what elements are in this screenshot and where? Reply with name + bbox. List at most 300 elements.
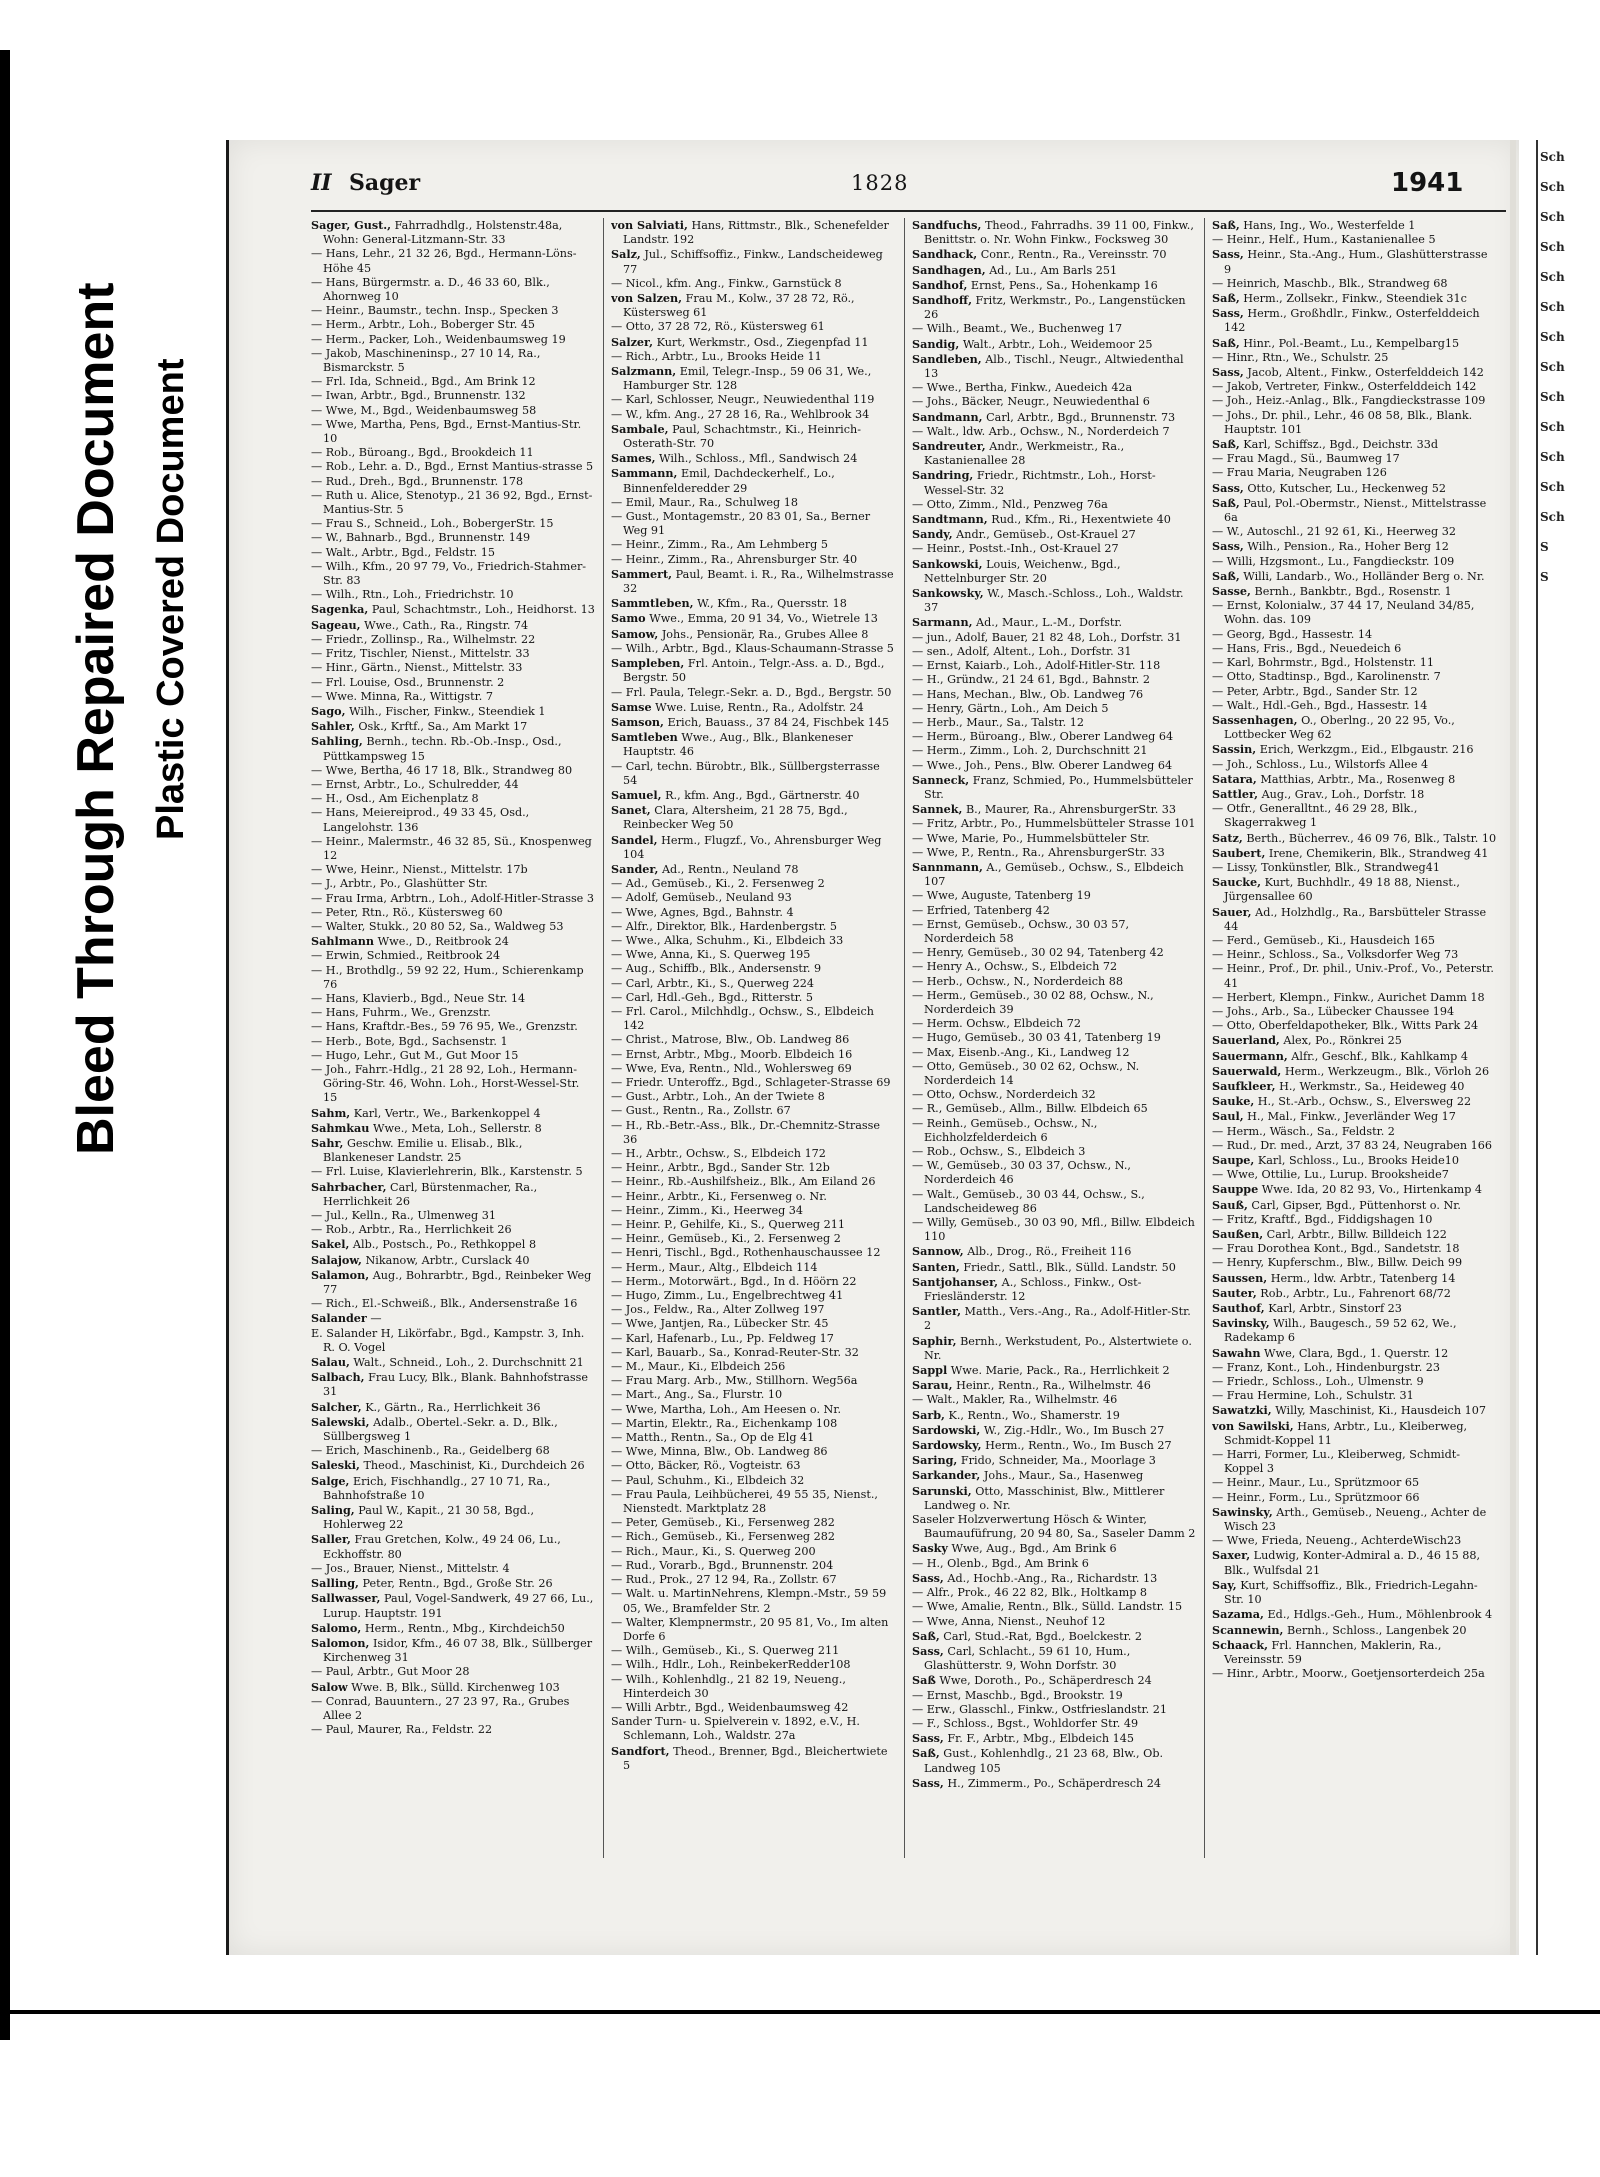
entry-details: — Carl, techn. Bürobtr., Blk., Süllbergsterrasse 54 bbox=[611, 759, 880, 787]
directory-entry bbox=[1212, 1638, 1497, 1667]
entry-surname: Sass, bbox=[1212, 306, 1244, 321]
entry-details: H., Mal., Finkw., Jeverländer Weg 17 bbox=[1247, 1110, 1456, 1124]
entry-details: Andr., Gemüseb., Ost-Krauel 27 bbox=[956, 528, 1136, 542]
entry-details: — Wilh., Rtn., Loh., Friedrichstr. 10 bbox=[311, 588, 514, 602]
directory-entry bbox=[912, 1145, 1197, 1159]
entry-details: — Frau Paula, Leihbücherei, 49 55 35, Nienst., Nienstedt. Marktplatz 28 bbox=[611, 1487, 878, 1516]
directory-entry bbox=[311, 877, 596, 891]
directory-entry bbox=[611, 891, 896, 905]
entry-details: — Wwe, Martha, Pens, Bgd., Ernst-Mantius-Str. 10 bbox=[311, 417, 582, 446]
entry-details: Paul W., Kapit., 21 30 58, Bgd., Hohlerweg 22 bbox=[323, 1504, 535, 1532]
entry-details: Walt., Schneid., Loh., 2. Durchschnitt 21 bbox=[353, 1356, 584, 1370]
entry-details: — Herm., Motorwärt., Bgd., In d. Höörn 22 bbox=[611, 1274, 857, 1288]
entry-details: — Rud., Vorarb., Bgd., Brunnenstr. 204 bbox=[611, 1558, 834, 1572]
entry-surname: Sakel, bbox=[311, 1237, 350, 1252]
directory-entry bbox=[611, 1644, 896, 1658]
directory-entry bbox=[912, 542, 1197, 556]
directory-entry bbox=[611, 934, 896, 948]
directory-entry bbox=[311, 489, 596, 517]
entry-details: — Carl, Arbtr., Ki., S., Querweg 224 bbox=[611, 976, 815, 990]
entry-details: — H., Arbtr., Ochsw., S., Elbdeich 172 bbox=[611, 1147, 826, 1160]
directory-entry bbox=[1212, 599, 1497, 627]
entry-details: — Wilh., Beamt., We., Buchenweg 17 bbox=[912, 322, 1123, 336]
directory-entry bbox=[912, 673, 1197, 687]
entry-details: — Wwe, Heinr., Nienst., Mittelstr. 17b bbox=[311, 863, 528, 877]
entry-details: — H., Osd., Am Eichenplatz 8 bbox=[311, 792, 479, 806]
directory-entry bbox=[611, 962, 896, 976]
entry-details: — Hinr., Gärtn., Nienst., Mittelstr. 33 bbox=[311, 661, 523, 675]
entry-details: — Hugo, Gemüseb., 30 03 41, Tatenberg 19 bbox=[912, 1031, 1161, 1045]
entry-details: Wwe. Ida, 20 82 93, Vo., Hirtenkamp 4 bbox=[1261, 1183, 1483, 1197]
directory-entry bbox=[912, 989, 1197, 1017]
next-page-fragment: Sch bbox=[1540, 210, 1565, 224]
directory-entry bbox=[1212, 277, 1497, 291]
entry-details: Wilh., Schloss., Mfl., Sandwisch 24 bbox=[659, 452, 858, 466]
directory-entry bbox=[311, 704, 596, 719]
entry-details: Hans, Ing., Wo., Westerfelde 1 bbox=[1243, 219, 1416, 232]
entry-details: Matth., Vers.-Ang., Ra., Adolf-Hitler-Str. 2 bbox=[924, 1305, 1191, 1333]
entry-details: Jacob, Altent., Finkw., Osterfelddeich 142 bbox=[1247, 366, 1484, 380]
entry-details: — Joh., Schloss., Lu., Wilstorfs Allee 4 bbox=[1212, 757, 1429, 771]
directory-entry bbox=[311, 560, 596, 588]
entry-details: A., Gemüseb., Ochsw., S., Elbdeich 107 bbox=[924, 860, 1184, 889]
directory-entry bbox=[912, 860, 1197, 889]
entry-details: — M., Maur., Ki., Elbdeich 256 bbox=[611, 1360, 786, 1374]
entry-details: Jul., Schiffsoffiz., Finkw., Landscheideweg 77 bbox=[623, 248, 883, 276]
entry-details: — Wwe, Frieda, Neueng., AchterdeWisch23 bbox=[1212, 1534, 1462, 1548]
directory-entry bbox=[611, 1332, 896, 1346]
directory-entry bbox=[912, 716, 1197, 730]
entry-details: — Ferd., Gemüseb., Ki., Hausdeich 165 bbox=[1212, 933, 1435, 947]
entry-details: H., Zimmerm., Po., Schäperdresch 24 bbox=[947, 1776, 1161, 1790]
entry-surname: Saufkleer, bbox=[1212, 1078, 1276, 1093]
entry-details: — Herb., Bote, Bgd., Sachsenstr. 1 bbox=[311, 1034, 508, 1048]
entry-details: Franz, Schmied, Po., Hummelsbütteler Str. bbox=[924, 773, 1193, 801]
directory-entry bbox=[1212, 306, 1497, 335]
directory-entry bbox=[611, 1431, 896, 1445]
entry-details: — Jakob, Vertreter, Finkw., Osterfelddeich 142 bbox=[1212, 380, 1477, 394]
directory-entry bbox=[311, 375, 596, 389]
entry-details: Wwe., Emma, 20 91 34, Vo., Wietrele 13 bbox=[649, 612, 878, 626]
directory-entry bbox=[912, 1363, 1197, 1378]
directory-entry bbox=[1212, 846, 1497, 861]
entry-details: — Wwe, Ottilie, Lu., Lurup. Brooksheide7 bbox=[1212, 1168, 1449, 1182]
directory-entry bbox=[311, 218, 596, 247]
directory-entry bbox=[1212, 1301, 1497, 1316]
entry-details: — Wwe, Agnes, Bgd., Bahnstr. 4 bbox=[611, 905, 794, 919]
entry-details: Kurt, Schiffsoffiz., Blk., Friedrich-Legahn-Str. 10 bbox=[1224, 1578, 1478, 1607]
entry-details: — Heinr., Maur., Lu., Sprützmoor 65 bbox=[1212, 1476, 1420, 1490]
entry-details: — Friedr., Zollinsp., Ra., Wilhelmstr. 22 bbox=[311, 632, 536, 646]
entry-surname: Sagenka, bbox=[311, 602, 369, 617]
directory-entry bbox=[311, 404, 596, 418]
entry-details: — Heinr., Zimm., Ra., Ahrensburger Str. 40 bbox=[611, 552, 858, 566]
next-page-fragment: Sch bbox=[1540, 300, 1565, 314]
directory-entry bbox=[1212, 1227, 1497, 1242]
entry-surname: Sassenhagen, bbox=[1212, 712, 1298, 727]
entry-details: Frau M., Kolw., 37 28 72, Rö., Küstersweg 61 bbox=[623, 292, 855, 320]
directory-entry bbox=[311, 949, 596, 963]
entry-details: Wwe, Doroth., Po., Schäperdresch 24 bbox=[939, 1674, 1152, 1688]
entry-details: — Walt., Arbtr., Bgd., Feldstr. 15 bbox=[311, 545, 495, 559]
directory-entry bbox=[912, 1260, 1197, 1275]
entry-details: Geschw. Emilie u. Elisab., Blk., Blankeneser Landstr. 25 bbox=[323, 1137, 523, 1165]
directory-entry bbox=[311, 304, 596, 318]
directory-entry bbox=[912, 1244, 1197, 1259]
directory-entry bbox=[912, 702, 1197, 716]
directory-entry bbox=[611, 466, 896, 495]
directory-entry bbox=[1212, 934, 1497, 948]
entry-details: — H., Brothdlg., 59 92 22, Hum., Schierenkamp 76 bbox=[311, 963, 584, 991]
directory-entry bbox=[311, 602, 596, 617]
entry-details: — Rud., Dr. med., Arzt, 37 83 24, Neugraben 166 bbox=[1212, 1138, 1493, 1152]
entry-details: — Joh., Fahrr.-Hdlg., 21 28 92, Loh., Hermann-Göring-Str. 46, Wohn. Loh., Horst-Wessel-Str. 15 bbox=[311, 1062, 580, 1105]
directory-entry bbox=[912, 889, 1197, 903]
directory-entry bbox=[912, 1275, 1197, 1304]
entry-surname: Saußen, bbox=[1212, 1227, 1264, 1242]
entry-surname: Sames, bbox=[611, 451, 656, 466]
entry-details: Alex, Po., Rönkrei 25 bbox=[1283, 1034, 1402, 1048]
directory-entry bbox=[311, 647, 596, 661]
entry-details: — jun., Adolf, Bauer, 21 82 48, Loh., Dorfstr. 31 bbox=[912, 630, 1182, 644]
entry-details: Gust., Kohlenhdlg., 21 23 68, Blw., Ob. Landweg 105 bbox=[924, 1747, 1164, 1775]
directory-entry bbox=[1212, 1033, 1497, 1048]
directory-entry bbox=[1212, 742, 1497, 757]
directory-entry bbox=[912, 1304, 1197, 1333]
directory-entry bbox=[311, 676, 596, 690]
directory-entry bbox=[311, 1723, 596, 1737]
entry-details: — Herb., Ochsw., N., Norderdeich 88 bbox=[912, 974, 1123, 988]
entry-surname: Sankowski, bbox=[912, 556, 983, 571]
directory-entry bbox=[611, 1175, 896, 1189]
entry-surname: Saleski, bbox=[311, 1458, 360, 1473]
directory-entry bbox=[611, 291, 896, 320]
directory-entry bbox=[311, 806, 596, 834]
entry-details: Karl, Arbtr., Sinstorf 23 bbox=[1268, 1302, 1402, 1316]
entry-details: — Wilh., Kohlenhdlg., 21 82 19, Neueng., Hinterdeich 30 bbox=[611, 1672, 846, 1700]
entry-details: Ad., Maur., L.-M., Dorfstr. bbox=[976, 616, 1123, 630]
directory-entry bbox=[611, 1218, 896, 1232]
entry-details: — Wwe, Anna, Ki., S. Querweg 195 bbox=[611, 948, 811, 962]
entry-surname: Sanet, bbox=[611, 803, 651, 818]
entry-details: — Heinr. P., Gehilfe, Ki., S., Querweg 211 bbox=[611, 1218, 846, 1232]
entry-surname: Sauerwald, bbox=[1212, 1063, 1282, 1078]
entry-details: — Rich., Arbtr., Lu., Brooks Heide 11 bbox=[611, 349, 822, 363]
entry-details: K., Gärtn., Ra., Herrlichkeit 36 bbox=[365, 1400, 541, 1414]
directory-entry bbox=[1212, 699, 1497, 713]
entry-details: — Hinr., Rtn., We., Schulstr. 25 bbox=[1212, 350, 1389, 364]
entry-details: — Heinr., Arbtr., Bgd., Sander Str. 12b bbox=[611, 1161, 830, 1175]
entry-details: — Heinrich, Maschb., Blk., Strandweg 68 bbox=[1212, 276, 1448, 290]
directory-entry bbox=[912, 1216, 1197, 1244]
directory-entry bbox=[611, 1530, 896, 1544]
entry-details: — H., Rb.-Betr.-Ass., Blk., Dr.-Chemnitz-Strasse 36 bbox=[611, 1118, 881, 1146]
directory-entry bbox=[912, 1615, 1197, 1629]
entry-details: Alb., Tischl., Neugr., Altwiedenthal 13 bbox=[924, 352, 1184, 381]
directory-entry bbox=[912, 218, 1197, 247]
directory-entry bbox=[311, 1020, 596, 1034]
entry-details: — Herbert, Klempn., Finkw., Aurichet Damm 18 bbox=[1212, 990, 1485, 1004]
directory-entry bbox=[611, 700, 896, 715]
directory-entry bbox=[611, 1545, 896, 1559]
page-number: 1828 bbox=[851, 171, 909, 195]
entry-surname: Saß, bbox=[1212, 568, 1240, 583]
entry-details: — Herm., Gemüseb., 30 02 88, Ochsw., N., Norderdeich 39 bbox=[912, 988, 1154, 1016]
entry-surname: Sannmann, bbox=[912, 859, 983, 874]
entry-details: Herm., Flugzf., Vo., Ahrensburger Weg 104 bbox=[623, 833, 882, 861]
directory-entry bbox=[311, 1503, 596, 1532]
entry-details: Ludwig, Konter-Admiral a. D., 46 15 88, Blk., Wulfsdal 21 bbox=[1224, 1549, 1481, 1577]
directory-entry bbox=[912, 352, 1197, 381]
entry-details: — Hans, Kraftdr.-Bes., 59 76 95, We., Grenzstr. bbox=[311, 1020, 578, 1034]
directory-entry bbox=[912, 1031, 1197, 1045]
entry-details: — Wilh., Hdlr., Loh., ReinbekerRedder108 bbox=[611, 1658, 851, 1672]
entry-details: — Herm. Ochsw., Elbdeich 72 bbox=[912, 1017, 1082, 1031]
entry-surname: Sauermann, bbox=[1212, 1048, 1288, 1063]
directory-entry bbox=[311, 1665, 596, 1679]
directory-entry bbox=[611, 1104, 896, 1118]
entry-surname: Saling, bbox=[311, 1503, 355, 1518]
directory-entry bbox=[912, 1644, 1197, 1673]
directory-entry bbox=[912, 1600, 1197, 1614]
entry-details: — Otto, Stadtinsp., Bgd., Karolinenstr. 7 bbox=[1212, 670, 1441, 684]
directory-entry bbox=[1212, 1109, 1497, 1124]
directory-entry bbox=[912, 468, 1197, 497]
entry-details: Nikanow, Arbtr., Curslack 40 bbox=[365, 1253, 530, 1267]
directory-entry bbox=[311, 992, 596, 1006]
directory-entry bbox=[1212, 1505, 1497, 1534]
directory-entry bbox=[912, 1334, 1197, 1363]
entry-details: Paul, Schachtmstr., Loh., Heidhorst. 13 bbox=[371, 603, 595, 617]
entry-details: — R., Gemüseb., Allm., Billw. Elbdeich 65 bbox=[912, 1102, 1148, 1116]
directory-entry bbox=[1212, 336, 1497, 351]
entry-surname: Sauppe bbox=[1212, 1182, 1259, 1197]
entry-details: B., Maurer, Ra., AhrensburgerStr. 33 bbox=[965, 803, 1177, 817]
entry-details: Kurt, Buchhdlr., 49 18 88, Nienst., Jürgensallee 60 bbox=[1224, 876, 1460, 904]
directory-entry bbox=[611, 862, 896, 877]
directory-entry bbox=[311, 1576, 596, 1591]
entry-surname: Salander bbox=[311, 1311, 367, 1326]
directory-entry bbox=[611, 1033, 896, 1047]
entry-details: — Ernst, Arbtr., Mbg., Moorb. Elbdeich 16 bbox=[611, 1047, 853, 1061]
directory-entry bbox=[311, 333, 596, 347]
entry-details: — Karl, Bohrmstr., Bgd., Holstenstr. 11 bbox=[1212, 656, 1434, 670]
directory-entry bbox=[311, 934, 596, 949]
entry-surname: von Sawilski, bbox=[1212, 1418, 1294, 1433]
entry-surname: Salz, bbox=[611, 247, 641, 262]
entry-details: Irene, Chemikerin, Blk., Strandweg 41 bbox=[1268, 846, 1489, 860]
entry-details: W., Zig.-Hdlr., Wo., Im Busch 27 bbox=[983, 1423, 1165, 1437]
entry-surname: Sauter, bbox=[1212, 1285, 1257, 1300]
entry-surname: Savinsky, bbox=[1212, 1316, 1270, 1331]
directory-entry bbox=[311, 1136, 596, 1165]
entry-surname: Saring, bbox=[912, 1453, 958, 1468]
entry-details: Karl, Vertr., We., Barkenkoppel 4 bbox=[353, 1106, 541, 1120]
directory-entry bbox=[1212, 656, 1497, 670]
entry-details: — Karl, Hafenarb., Lu., Pp. Feldweg 17 bbox=[611, 1331, 834, 1345]
directory-entry bbox=[912, 832, 1197, 846]
entry-surname: Sarb, bbox=[912, 1407, 945, 1422]
entry-details: — Peter, Arbtr., Bgd., Sander Str. 12 bbox=[1212, 684, 1418, 698]
directory-entry bbox=[1212, 875, 1497, 904]
entry-details: Frl. Antoin., Telgr.-Ass. a. D., Bgd., Bergstr. 50 bbox=[623, 657, 885, 685]
directory-entry bbox=[1212, 365, 1497, 380]
entry-details: — J., Arbtr., Po., Glashütter Str. bbox=[311, 877, 488, 891]
entry-details: — Rob., Arbtr., Ra., Herrlichkeit 26 bbox=[311, 1223, 512, 1237]
directory-entry bbox=[611, 408, 896, 422]
entry-details: — Hans, Meiereiprod., 49 33 45, Osd., Langelohstr. 136 bbox=[311, 806, 530, 834]
entry-details: — Aug., Schiffb., Blk., Andersenstr. 9 bbox=[611, 962, 822, 976]
entry-details: — Herb., Maur., Sa., Talstr. 12 bbox=[912, 715, 1084, 729]
archive-stamp bbox=[60, 230, 220, 1180]
entry-surname: Satara, bbox=[1212, 771, 1257, 786]
entry-details: Herm., Werkzeugm., Blk., Vörloh 26 bbox=[1284, 1064, 1490, 1078]
entry-details: — Alfr., Direktor, Blk., Hardenbergstr. 5 bbox=[611, 919, 837, 933]
entry-details: — Herm., Arbtr., Loh., Boberger Str. 45 bbox=[311, 318, 536, 332]
directory-entry bbox=[311, 1355, 596, 1370]
directory-entry bbox=[311, 835, 596, 863]
directory-entry bbox=[1212, 1198, 1497, 1213]
directory-entry bbox=[611, 948, 896, 962]
entry-surname: Saussen, bbox=[1212, 1270, 1268, 1285]
entry-surname: Sarunski, bbox=[912, 1483, 972, 1498]
entry-surname: Saul, bbox=[1212, 1109, 1244, 1124]
entry-surname: Sandhof, bbox=[912, 277, 968, 292]
entry-details: — Herm., Büroang., Blw., Oberer Landweg 64 bbox=[912, 730, 1174, 744]
directory-entry bbox=[311, 517, 596, 531]
directory-entry bbox=[311, 247, 596, 275]
entry-surname: Schaack, bbox=[1212, 1637, 1268, 1652]
directory-entry bbox=[311, 1695, 596, 1723]
directory-entry bbox=[611, 1090, 896, 1104]
entry-details: — Otfr., Generalltnt., 46 29 28, Blk., Skagerrakweg 1 bbox=[1212, 802, 1418, 830]
directory-entry bbox=[1212, 452, 1497, 466]
entry-details: — Frau Dorothea Kont., Bgd., Sandetstr. 18 bbox=[1212, 1242, 1460, 1256]
entry-surname: Sageau, bbox=[311, 617, 361, 632]
directory-entry bbox=[611, 350, 896, 364]
directory-entry bbox=[611, 1673, 896, 1701]
directory-entry bbox=[912, 263, 1197, 278]
directory-entry bbox=[1212, 437, 1497, 452]
entry-surname: Sandig, bbox=[912, 336, 960, 351]
directory-entry bbox=[611, 760, 896, 788]
directory-entry bbox=[912, 586, 1197, 615]
directory-entry bbox=[912, 1408, 1197, 1423]
entry-details: Wwe., Aug., Blk., Blankeneser Hauptstr. 46 bbox=[623, 731, 853, 759]
directory-entry bbox=[311, 276, 596, 304]
directory-entry bbox=[611, 364, 896, 393]
entry-details: — Rich., El.-Schweiß., Blk., Andersenstraße 16 bbox=[311, 1297, 578, 1311]
directory-entry bbox=[611, 1403, 896, 1417]
entry-details: — Wilh., Kfm., 20 97 79, Vo., Friedrich-Stahmer-Str. 83 bbox=[311, 559, 587, 588]
entry-details: — Jos., Feldw., Ra., Alter Zollweg 197 bbox=[611, 1303, 825, 1317]
directory-entry bbox=[912, 1541, 1197, 1556]
entry-details: — Rich., Maur., Ki., S. Querweg 200 bbox=[611, 1544, 816, 1558]
entry-details: — Wwe, Bertha, 46 17 18, Blk., Strandweg 80 bbox=[311, 763, 573, 777]
directory-entry bbox=[912, 773, 1197, 802]
entry-details: — Ad., Gemüseb., Ki., 2. Fersenweg 2 bbox=[611, 877, 825, 891]
directory-entry bbox=[912, 846, 1197, 860]
directory-entry bbox=[1212, 1271, 1497, 1286]
entry-surname: Saß, bbox=[912, 1628, 940, 1643]
entry-surname: Samson, bbox=[611, 714, 664, 729]
entry-details: — Heinr., Helf., Hum., Kastanienallee 5 bbox=[1212, 233, 1436, 247]
entry-surname: Sandel, bbox=[611, 832, 658, 847]
directory-entry bbox=[311, 318, 596, 332]
entry-details: — Frl. Carol., Milchhdlg., Ochsw., S., Elbdeich 142 bbox=[611, 1004, 874, 1033]
entry-details: Carl, Stud.-Rat, Bgd., Boelckestr. 2 bbox=[943, 1629, 1143, 1643]
directory-entry bbox=[912, 615, 1197, 630]
directory-entry bbox=[912, 410, 1197, 425]
entry-details: — Rob., Lehr. a. D., Bgd., Ernst Mantius-strasse 5 bbox=[311, 460, 594, 474]
page-edge bbox=[1510, 140, 1516, 1955]
directory-entry bbox=[1212, 218, 1497, 233]
entry-details: Herm., Großhdlr., Finkw., Osterfelddeich 142 bbox=[1224, 307, 1480, 335]
directory-entry bbox=[611, 1516, 896, 1530]
directory-entry bbox=[912, 1689, 1197, 1703]
page-header bbox=[311, 168, 1506, 208]
entry-details: — Walter, Stukk., 20 80 52, Sa., Waldweg 53 bbox=[311, 919, 564, 933]
directory-entry bbox=[912, 1484, 1197, 1513]
entry-details: Carl, Arbtr., Bgd., Brunnenstr. 73 bbox=[986, 410, 1176, 424]
directory-entry bbox=[912, 1571, 1197, 1586]
entry-details: — Herm., Zimm., Loh. 2, Durchschnitt 21 bbox=[912, 744, 1148, 758]
directory-entry bbox=[311, 546, 596, 560]
directory-entry bbox=[611, 1261, 896, 1275]
entry-details: — Fritz, Kraftf., Bgd., Fiddigshagen 10 bbox=[1212, 1212, 1433, 1226]
entry-details: Karl, Schiffsz., Bgd., Deichstr. 33d bbox=[1243, 438, 1439, 452]
entry-surname: Sass, bbox=[912, 1643, 944, 1658]
entry-details: — Heinr., Baumstr., techn. Insp., Specken 3 bbox=[311, 304, 559, 318]
entry-details: — Willi, Hzgsmont., Lu., Fangdieckstr. 109 bbox=[1212, 554, 1455, 568]
column-divider bbox=[1204, 218, 1205, 1858]
directory-entry bbox=[311, 1591, 596, 1620]
entry-details: — Johs., Dr. phil., Lehr., 46 08 58, Blk., Blank. Hauptstr. 101 bbox=[1212, 408, 1473, 436]
entry-surname: Sassin, bbox=[1212, 742, 1257, 757]
entry-surname: Saß, bbox=[1212, 291, 1240, 306]
directory-entry bbox=[611, 277, 896, 291]
entry-details: Fahrradhdlg., Holstenstr.48a, Wohn: General-Litzmann-Str. 33 bbox=[323, 219, 563, 247]
entry-details: Conr., Rentn., Ra., Vereinsstr. 70 bbox=[980, 248, 1167, 262]
entry-surname: Sallwasser, bbox=[311, 1591, 381, 1606]
entry-surname: Salzmann, bbox=[611, 364, 677, 379]
directory-entry bbox=[311, 1311, 596, 1326]
directory-entry bbox=[912, 904, 1197, 918]
directory-entry bbox=[912, 557, 1197, 586]
directory-entry bbox=[311, 964, 596, 992]
scan-left-edge bbox=[0, 50, 10, 2040]
entry-details: — Georg, Bgd., Hassestr. 14 bbox=[1212, 627, 1373, 641]
entry-surname: Sauthof, bbox=[1212, 1301, 1265, 1316]
directory-entry bbox=[611, 218, 896, 247]
entry-surname: Sasky bbox=[912, 1541, 948, 1556]
directory-entry bbox=[611, 1616, 896, 1644]
entry-details: Sander Turn- u. Spielverein v. 1892, e.V., H. Schlemann, Loh., Waldstr. 27a bbox=[611, 1715, 860, 1743]
entry-details: — Paul, Maurer, Ra., Feldstr. 22 bbox=[311, 1723, 493, 1737]
entry-details: Wwe., Cath., Ra., Ringstr. 74 bbox=[364, 618, 529, 632]
directory-entry bbox=[912, 1017, 1197, 1031]
entry-details: — Lissy, Tonkünstler, Blk., Strandweg41 bbox=[1212, 860, 1440, 874]
entry-details: Wilh., Fischer, Finkw., Steendiek 1 bbox=[349, 704, 546, 718]
entry-details: — Wwe, Jantjen, Ra., Lübecker Str. 45 bbox=[611, 1317, 829, 1331]
entry-surname: Sahler, bbox=[311, 719, 355, 734]
directory-year: 1941 bbox=[1391, 168, 1464, 198]
entry-details: Willi, Landarb., Wo., Holländer Berg o. Nr. bbox=[1243, 569, 1485, 583]
entry-details: — Franz, Kont., Loh., Hindenburgstr. 23 bbox=[1212, 1360, 1441, 1374]
directory-entry bbox=[912, 1159, 1197, 1187]
entry-details: — Frau Marg. Arb., Mw., Stillhorn. Weg56a bbox=[611, 1374, 858, 1388]
entry-surname: Sauer, bbox=[1212, 904, 1252, 919]
